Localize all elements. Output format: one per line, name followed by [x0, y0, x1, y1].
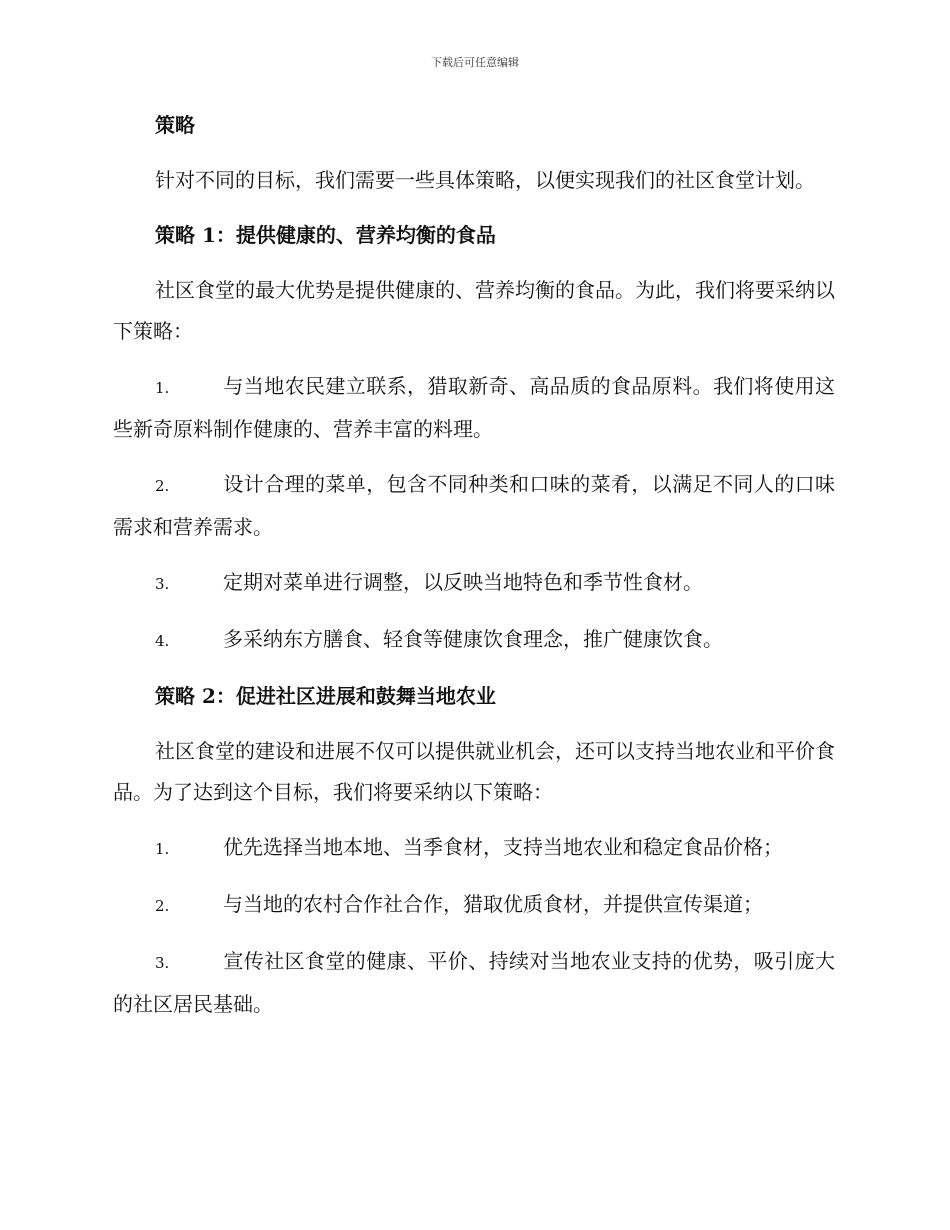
- strategy-2-item-2: [113, 884, 835, 927]
- list-number: 2.: [155, 897, 170, 915]
- list-item-text: 与当地农民建立联系，猎取新奇、高品质的食品原料。我们将使用这些新奇原料制作健康的、营养丰富的料理。: [113, 374, 835, 441]
- list-number: 3.: [155, 575, 170, 593]
- intro-paragraph: 针对不同的目标，我们需要一些具体策略，以便实现我们的社区食堂计划。: [155, 168, 815, 192]
- strategy-1-title: 策略 1：提供健康的、营养均衡的食品: [155, 223, 496, 247]
- list-item-text: 与当地的农村合作社合作，猎取优质食材，并提供宣传渠道；: [223, 892, 763, 916]
- list-number: 4.: [155, 632, 170, 650]
- list-number: 2.: [155, 477, 170, 495]
- section-title: 策略: [155, 113, 195, 137]
- strategy-2-item-3: [113, 941, 835, 1025]
- strategy-1-item-3: [113, 562, 835, 605]
- document-body: [113, 105, 835, 1039]
- strategy-2-title: 策略 2：促进社区进展和鼓舞当地农业: [155, 684, 496, 708]
- page-header: 下载后可任意编辑: [431, 56, 519, 69]
- strategy-2-intro: 社区食堂的建设和进展不仅可以提供就业机会，还可以支持当地农业和平价食品。为了达到这个目标，我们将要采纳以下策略：: [113, 739, 835, 804]
- list-number: 1.: [155, 379, 170, 397]
- strategy-1-item-1: [113, 366, 835, 450]
- list-number: 3.: [155, 954, 170, 972]
- list-item-text: 多采纳东方膳食、轻食等健康饮食理念，推广健康饮食。: [223, 627, 723, 651]
- strategy-2-item-1: [113, 827, 835, 870]
- list-item-text: 优先选择当地本地、当季食材，支持当地农业和稳定食品价格；: [223, 835, 783, 859]
- strategy-1-intro: 社区食堂的最大优势是提供健康的、营养均衡的食品。为此，我们将要采纳以下策略：: [113, 278, 835, 343]
- list-item-text: 设计合理的菜单，包含不同种类和口味的菜肴，以满足不同人的口味需求和营养需求。: [113, 472, 835, 539]
- list-item-text: 宣传社区食堂的健康、平价、持续对当地农业支持的优势，吸引庞大的社区居民基础。: [113, 949, 835, 1016]
- strategy-1-item-2: [113, 464, 835, 548]
- strategy-1-item-4: [113, 619, 835, 662]
- list-item-text: 定期对菜单进行调整，以反映当地特色和季节性食材。: [223, 570, 703, 594]
- list-number: 1.: [155, 840, 170, 858]
